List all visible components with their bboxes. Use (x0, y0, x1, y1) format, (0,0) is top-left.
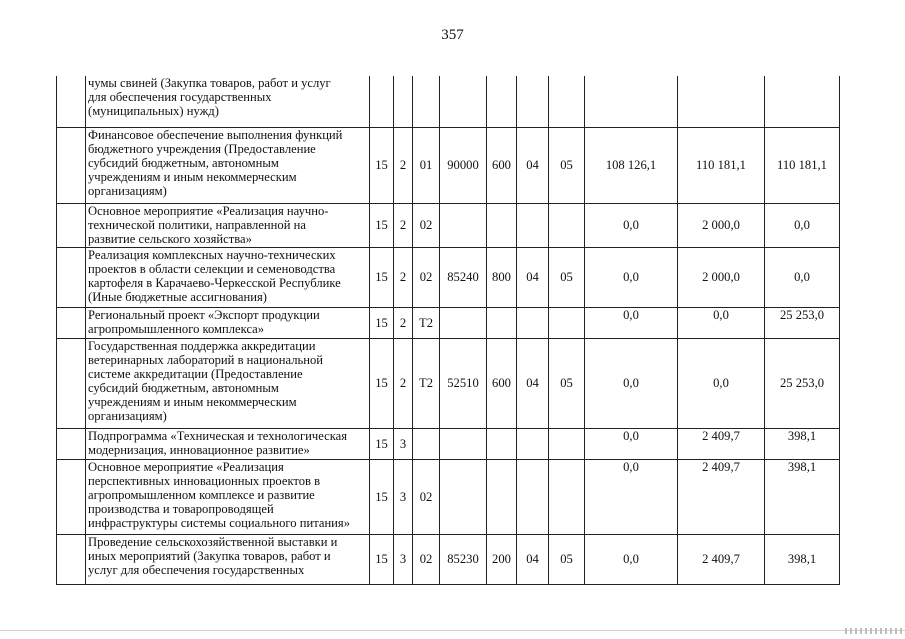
table-row (57, 428, 840, 459)
table-row (57, 534, 840, 584)
code-cell-c4: 85230 (440, 534, 487, 584)
code-cell-c7 (549, 76, 585, 127)
row-name-line: Основное мероприятие «Реализация (88, 459, 284, 474)
row-name-line: учреждениям и иным некоммерческим (88, 169, 297, 184)
code-cell-c1: 15 (370, 307, 394, 338)
code-cell-c1: 15 (370, 338, 394, 428)
row-name-cell (86, 76, 370, 127)
code-cell-c2: 2 (394, 338, 413, 428)
code-cell-c3: 02 (413, 459, 440, 534)
row-name-cell (86, 127, 370, 203)
amount-cell-v3: 398,1 (765, 459, 840, 534)
code-cell-c4: 90000 (440, 127, 487, 203)
code-cell-c2: 2 (394, 127, 413, 203)
code-cell-c2 (394, 76, 413, 127)
code-cell-c3: 01 (413, 127, 440, 203)
code-cell-c4 (440, 459, 487, 534)
amount-cell-v2: 2 000,0 (678, 247, 765, 307)
row-name-line: иных мероприятий (Закупка товаров, работ и (88, 548, 331, 563)
code-cell-c5: 600 (487, 338, 517, 428)
code-cell-c5: 800 (487, 247, 517, 307)
row-name-line: производства и товаропроводящей (88, 501, 274, 516)
row-blank-cell (57, 338, 86, 428)
row-name-cell (86, 459, 370, 534)
code-cell-c2: 2 (394, 307, 413, 338)
code-cell-c3: 02 (413, 534, 440, 584)
amount-cell-v1: 0,0 (585, 459, 678, 534)
code-cell-c3: 02 (413, 247, 440, 307)
code-cell-c2: 3 (394, 459, 413, 534)
amount-cell-v3 (765, 76, 840, 127)
row-name-line: системе аккредитации (Предоставление (88, 366, 303, 381)
table-row (57, 127, 840, 203)
code-cell-c7 (549, 428, 585, 459)
code-cell-c6: 04 (517, 534, 549, 584)
row-name-line: развитие сельского хозяйства» (88, 231, 252, 246)
code-cell-c6 (517, 76, 549, 127)
row-name-line: Реализация комплексных научно-технических (88, 247, 336, 262)
row-name-line: (муниципальных) нужд) (88, 104, 219, 118)
code-cell-c6: 04 (517, 127, 549, 203)
row-name-line: инфраструктуры системы социального питания» (88, 515, 351, 530)
scan-edge-marks (845, 628, 905, 634)
amount-cell-v2: 2 000,0 (678, 203, 765, 247)
amount-cell-v3: 110 181,1 (765, 127, 840, 203)
code-cell-c5 (487, 459, 517, 534)
row-name-line: учреждениям и иным некоммерческим (88, 394, 297, 409)
scan-edge-line (0, 630, 905, 631)
budget-table (56, 76, 840, 585)
code-cell-c2: 2 (394, 247, 413, 307)
row-name-line: организациям) (88, 408, 167, 423)
code-cell-c2: 3 (394, 428, 413, 459)
row-name-line: услуг для обеспечения государственных (88, 562, 305, 577)
code-cell-c6: 04 (517, 247, 549, 307)
row-blank-cell (57, 247, 86, 307)
code-cell-c5 (487, 428, 517, 459)
row-name-cell (86, 534, 370, 584)
code-cell-c6 (517, 459, 549, 534)
amount-cell-v1: 108 126,1 (585, 127, 678, 203)
row-name-line: (Иные бюджетные ассигнования) (88, 289, 267, 304)
amount-cell-v2: 0,0 (678, 307, 765, 338)
row-name-line: организациям) (88, 183, 167, 198)
code-cell-c4 (440, 76, 487, 127)
amount-cell-v1 (585, 76, 678, 127)
code-cell-c5 (487, 76, 517, 127)
amount-cell-v2: 0,0 (678, 338, 765, 428)
amount-cell-v2: 110 181,1 (678, 127, 765, 203)
row-name-line: перспективных инновационных проектов в (88, 473, 321, 488)
table-row (57, 459, 840, 534)
row-blank-cell (57, 203, 86, 247)
row-name-line: ветеринарных лабораторий в национальной (88, 352, 324, 367)
amount-cell-v1: 0,0 (585, 247, 678, 307)
row-name-line: агропромышленном комплексе и развитие (88, 487, 315, 502)
row-name-cell (86, 307, 370, 338)
code-cell-c6 (517, 307, 549, 338)
amount-cell-v1: 0,0 (585, 338, 678, 428)
row-name-line: бюджетного учреждения (Предоставление (88, 141, 316, 156)
row-name-cell (86, 428, 370, 459)
amount-cell-v3: 0,0 (765, 247, 840, 307)
row-name-line: Проведение сельскохозяйственной выставки и (88, 534, 338, 549)
code-cell-c1: 15 (370, 203, 394, 247)
amount-cell-v3: 0,0 (765, 203, 840, 247)
row-name-line: чумы свиней (Закупка товаров, работ и услуг (88, 76, 331, 90)
row-blank-cell (57, 76, 86, 127)
code-cell-c4 (440, 307, 487, 338)
row-name-cell (86, 247, 370, 307)
code-cell-c6 (517, 428, 549, 459)
code-cell-c5 (487, 307, 517, 338)
row-name-line: Финансовое обеспечение выполнения функций (88, 127, 343, 142)
code-cell-c1: 15 (370, 459, 394, 534)
code-cell-c3: 02 (413, 203, 440, 247)
row-name-line: Основное мероприятие «Реализация научно- (88, 203, 329, 218)
code-cell-c7: 05 (549, 247, 585, 307)
code-cell-c4 (440, 428, 487, 459)
row-name-line: Государственная поддержка аккредитации (88, 338, 316, 353)
table-row (57, 203, 840, 247)
code-cell-c3 (413, 428, 440, 459)
row-name-line: субсидий бюджетным, автономным (88, 155, 279, 170)
code-cell-c5: 200 (487, 534, 517, 584)
amount-cell-v1: 0,0 (585, 203, 678, 247)
code-cell-c7 (549, 459, 585, 534)
amount-cell-v1: 0,0 (585, 428, 678, 459)
code-cell-c1 (370, 76, 394, 127)
row-blank-cell (57, 534, 86, 584)
code-cell-c7 (549, 203, 585, 247)
code-cell-c6: 04 (517, 338, 549, 428)
code-cell-c5: 600 (487, 127, 517, 203)
row-name-line: картофеля в Карачаево-Черкесской Республике (88, 275, 341, 290)
code-cell-c2: 3 (394, 534, 413, 584)
amount-cell-v3: 398,1 (765, 428, 840, 459)
code-cell-c3: Т2 (413, 307, 440, 338)
row-name-line: субсидий бюджетным, автономным (88, 380, 279, 395)
amount-cell-v2 (678, 76, 765, 127)
row-name-cell (86, 338, 370, 428)
row-blank-cell (57, 307, 86, 338)
amount-cell-v1: 0,0 (585, 534, 678, 584)
code-cell-c1: 15 (370, 247, 394, 307)
table-row (57, 307, 840, 338)
row-name-line: Региональный проект «Экспорт продукции (88, 307, 320, 322)
code-cell-c4: 52510 (440, 338, 487, 428)
amount-cell-v1: 0,0 (585, 307, 678, 338)
row-name-line: Подпрограмма «Техническая и технологическая (88, 428, 348, 443)
code-cell-c4 (440, 203, 487, 247)
code-cell-c7: 05 (549, 338, 585, 428)
page-number: 357 (441, 27, 464, 43)
row-name-line: проектов в области селекции и семеноводства (88, 261, 336, 276)
row-name-line: для обеспечения государственных (88, 90, 272, 104)
row-blank-cell (57, 459, 86, 534)
table-body (57, 76, 840, 584)
amount-cell-v3: 25 253,0 (765, 307, 840, 338)
code-cell-c5 (487, 203, 517, 247)
amount-cell-v2: 2 409,7 (678, 459, 765, 534)
amount-cell-v2: 2 409,7 (678, 534, 765, 584)
code-cell-c2: 2 (394, 203, 413, 247)
row-blank-cell (57, 428, 86, 459)
code-cell-c3: Т2 (413, 338, 440, 428)
amount-cell-v3: 398,1 (765, 534, 840, 584)
row-name-line: модернизация, инновационное развитие» (88, 442, 310, 457)
code-cell-c4: 85240 (440, 247, 487, 307)
code-cell-c7 (549, 307, 585, 338)
code-cell-c1: 15 (370, 127, 394, 203)
amount-cell-v3: 25 253,0 (765, 338, 840, 428)
code-cell-c3 (413, 76, 440, 127)
code-cell-c1: 15 (370, 534, 394, 584)
row-blank-cell (57, 127, 86, 203)
amount-cell-v2: 2 409,7 (678, 428, 765, 459)
row-name-line: технической политики, направленной на (88, 217, 306, 232)
code-cell-c7: 05 (549, 534, 585, 584)
table-row (57, 76, 840, 127)
code-cell-c7: 05 (549, 127, 585, 203)
table-row (57, 338, 840, 428)
code-cell-c6 (517, 203, 549, 247)
row-name-cell (86, 203, 370, 247)
table-row (57, 247, 840, 307)
row-name-line: агропромышленного комплекса» (88, 321, 265, 336)
code-cell-c1: 15 (370, 428, 394, 459)
